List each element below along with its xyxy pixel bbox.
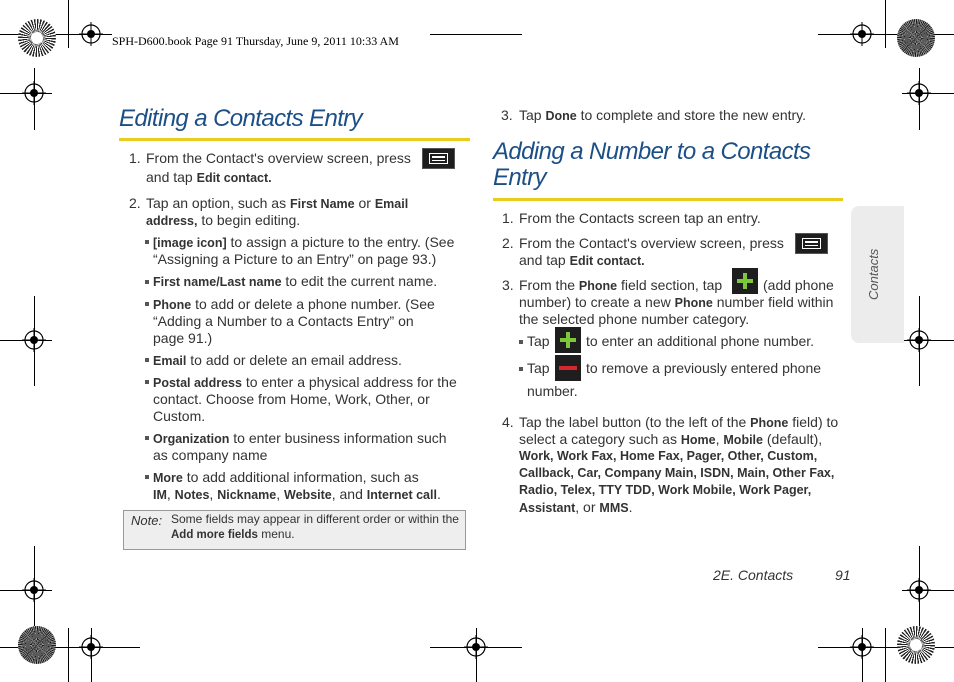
color-bar-ring-icon [897,19,935,57]
registration-mark-icon [907,81,931,105]
category-list: Assistant, or MMS. [519,499,633,515]
heading-rule [493,198,843,201]
list-item-cont: number. [527,383,578,399]
step-number: 3. [501,107,513,123]
list-item: First name/Last name to edit the current name. [153,273,438,289]
step-text: Tap the label button (to the left of the Phone field) to [519,414,839,430]
heading-rule [119,138,470,141]
side-tab-label: Contacts [866,248,881,300]
category-list: Work, Work Fax, Home Fax, Pager, Other, Custom, [519,449,818,463]
menu-key-icon [795,233,828,254]
list-item: to remove a previously entered phone [586,360,822,376]
list-item: Tap [527,360,550,376]
print-header: SPH-D600.book Page 91 Thursday, June 9, 2011 10:33 AM [112,34,399,48]
step-number: 2. [502,235,514,251]
step-text: (add phone [763,277,834,293]
bullet-icon [145,436,149,440]
plus-icon [732,268,758,294]
list-item: Phone to add or delete a phone number. (See [153,296,435,312]
menu-key-icon [422,148,455,169]
footer-section: 2E. Contacts [713,567,794,583]
step-text: and tap Edit contact. [146,169,272,185]
registration-mark-icon [464,635,488,659]
list-item: Email to add or delete an email address. [153,352,402,368]
plus-icon [555,327,581,353]
list-item-cont: page 91.) [153,330,213,346]
category-list: Callback, Car, Company Main, ISDN, Main, Other Fax, [519,466,835,480]
registration-mark-icon [850,22,874,46]
color-bar-ring-icon [18,626,56,664]
note-label: Note: [131,513,163,528]
note-text: Add more fields menu. [171,527,295,541]
registration-mark-icon [79,635,103,659]
step-number: 2. [129,195,141,211]
registration-mark-icon [907,578,931,602]
list-item-cont: “Assigning a Picture to an Entry” on page 93.) [153,251,437,267]
step-text: and tap Edit contact. [519,252,645,268]
list-item-cont: Custom. [153,408,206,424]
section-heading: Adding a Number to a Contacts Entry [493,138,811,191]
list-item-cont: as company name [153,447,268,463]
step-text: From the Contact's overview screen, press [146,150,411,166]
list-item: Organization to enter business information such [153,430,447,446]
step-number: 1. [502,210,514,226]
bullet-icon [519,340,523,344]
step-text: Tap Done to complete and store the new entry. [519,107,807,123]
bullet-icon [145,302,149,306]
list-item: to enter an additional phone number. [586,333,815,349]
bullet-icon [145,240,149,244]
category-list: Radio, Telex, TTY TDD, Work Mobile, Work Pager, [519,483,812,497]
list-item: More to add additional information, such as [153,469,419,485]
step-number: 3. [502,277,514,293]
list-item: Tap [527,333,550,349]
bullet-icon [145,475,149,479]
section-heading: Editing a Contacts Entry [119,105,363,132]
step-number: 1. [129,150,141,166]
list-item-cont: IM, Notes, Nickname, Website, and Internet call. [153,486,441,502]
registration-mark-icon [22,578,46,602]
minus-icon [555,355,581,381]
bullet-icon [145,380,149,384]
step-text: Tap an option, such as First Name or Email [146,195,409,211]
color-bar-ring-icon [18,19,56,57]
step-text: the selected phone number category. [519,311,750,327]
list-item: Postal address to enter a physical address for the [153,374,457,390]
registration-mark-icon [907,328,931,352]
bullet-icon [145,358,149,362]
list-item-cont: “Adding a Number to a Contacts Entry” on [153,313,414,329]
step-number: 4. [502,414,514,430]
step-text: select a category such as Home, Mobile (default), [519,431,823,447]
step-text: address, to begin editing. [146,212,301,228]
registration-mark-icon [22,328,46,352]
registration-mark-icon [79,22,103,46]
note-text: Some fields may appear in different order or within the [171,512,459,526]
step-text: From the Phone field section, tap [519,277,723,293]
list-item: [image icon] to assign a picture to the entry. (See [153,234,455,250]
step-text: number) to create a new Phone number field within [519,294,834,310]
registration-mark-icon [22,81,46,105]
list-item-cont: contact. Choose from Home, Work, Other, or [153,391,430,407]
bullet-icon [145,280,149,284]
registration-mark-icon [850,635,874,659]
step-text: From the Contact's overview screen, press [519,235,784,251]
color-bar-ring-icon [897,626,935,664]
bullet-icon [519,367,523,371]
step-text: From the Contacts screen tap an entry. [519,210,761,226]
page-number: 91 [835,567,851,583]
